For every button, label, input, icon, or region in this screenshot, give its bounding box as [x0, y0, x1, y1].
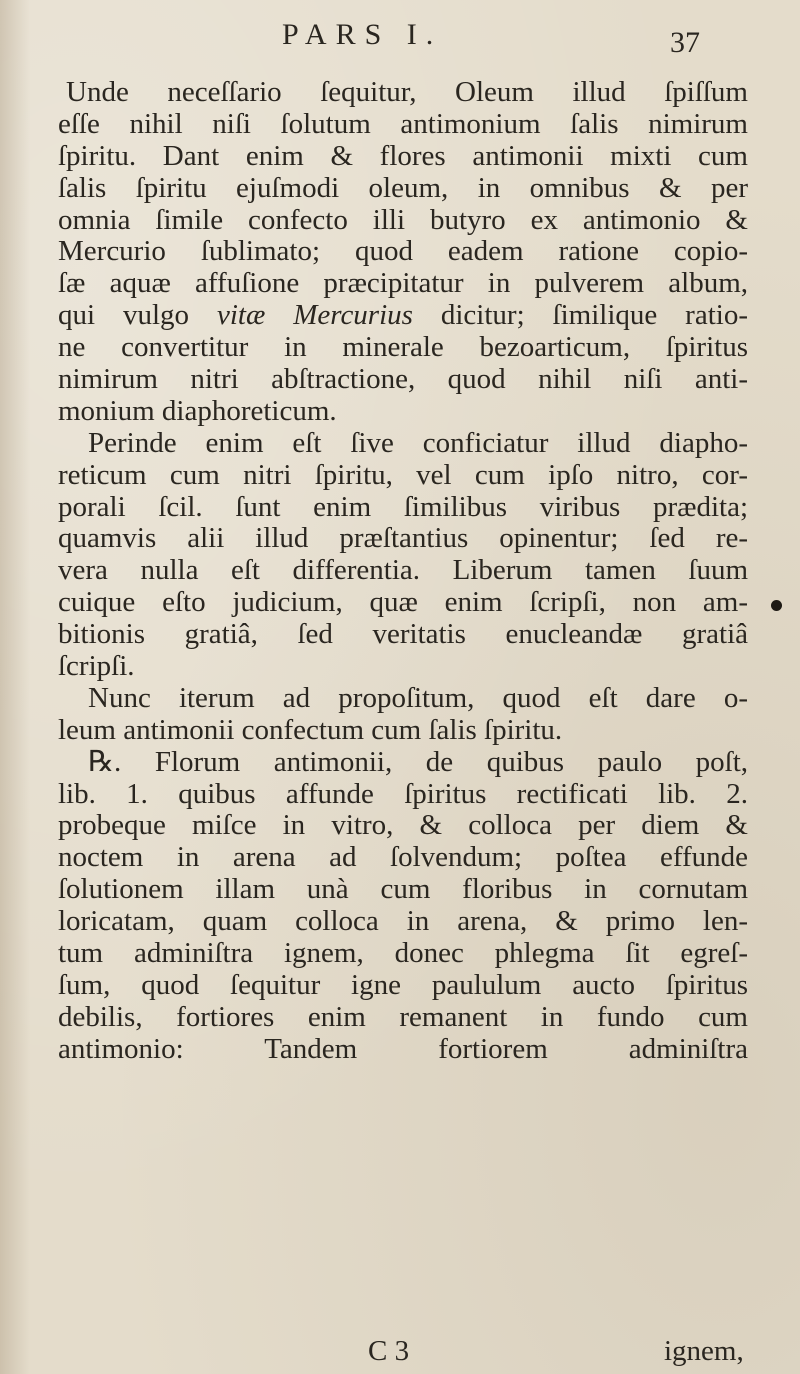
text-line: omnia ſimile confecto illi butyro ex antimonio &: [58, 203, 748, 236]
text-line: monium diaphoreticum.: [58, 394, 337, 427]
text-line: ſpiritu. Dant enim & flores antimonii mixti cum: [58, 139, 748, 172]
text-line: reticum cum nitri ſpiritu, vel cum ipſo nitro, cor-: [58, 458, 748, 491]
text-line: lib. 1. quibus affunde ſpiritus rectificati lib. 2.: [58, 777, 748, 810]
text-line: bitionis gratiâ, ſed veritatis enucleandæ gratiâ: [58, 618, 748, 651]
signature-mark: C 3: [368, 1335, 410, 1367]
text-line: cuique eſto judicium, quæ enim ſcripſi, non am-: [58, 586, 748, 619]
body-text: [58, 77, 748, 1066]
text-line: leum antimonii confectum cum ſalis ſpiritu.: [58, 713, 563, 746]
text-run: dicitur; ſimilique ratio-: [412, 299, 748, 332]
text-line: vera nulla eſt differentia. Liberum tamen ſuum: [58, 554, 748, 587]
text-line: probeque miſce in vitro, & colloca per diem &: [58, 809, 748, 842]
text-line: noctem in arena ad ſolvendum; poſtea effunde: [58, 841, 748, 874]
text-line: ſalis ſpiritu ejuſmodi oleum, in omnibus & per: [58, 171, 748, 204]
catchword: ignem,: [664, 1335, 744, 1367]
running-head-title: PARS I.: [282, 18, 443, 51]
text-line: porali ſcil. ſunt enim ſimilibus viribus prædita;: [58, 490, 748, 523]
page-number: 37: [670, 26, 700, 59]
recipe-start-line: ℞. Florum antimonii, de quibus paulo poſt,: [88, 745, 748, 778]
text-run: qui vulgo: [58, 299, 217, 332]
text-line: loricatam, quam colloca in arena, & primo len-: [58, 905, 748, 938]
page-footer: [0, 1335, 800, 1371]
margin-ink-dot: [771, 600, 782, 611]
text-line: ſæ aquæ affuſione præcipitatur in pulverem album,: [58, 267, 748, 300]
text-line: antimonio: Tandem fortiorem adminiſtra: [58, 1032, 748, 1065]
text-line: Unde neceſſario ſequitur, Oleum illud ſpiſſum: [66, 76, 748, 108]
text-line: ſum, quod ſequitur igne paululum aucto ſpiritus: [58, 968, 748, 1001]
paragraph-start-line: Perinde enim eſt ſive conficiatur illud diapho-: [88, 426, 748, 459]
page-gutter-shadow: [0, 0, 30, 1374]
text-line-with-italic: [58, 300, 748, 332]
text-line: nimirum nitri abſtractione, quod nihil niſi anti-: [58, 363, 748, 396]
text-line: ſcripſi.: [58, 650, 135, 683]
text-line: debilis, fortiores enim remanent in fundo cum: [58, 1000, 748, 1033]
italic-phrase: vitæ Mercurius: [216, 299, 413, 332]
running-head: [0, 18, 800, 68]
text-line: Mercurio ſublimato; quod eadem ratione copio-: [58, 235, 748, 268]
text-line: ſolutionem illam unà cum floribus in cornutam: [58, 873, 748, 906]
text-line: quamvis alii illud præſtantius opinentur; ſed re-: [58, 522, 748, 555]
text-line: eſſe nihil niſi ſolutum antimonium ſalis nimirum: [58, 107, 748, 140]
text-line: ne convertitur in minerale bezoarticum, ſpiritus: [58, 331, 748, 364]
text-line: tum adminiſtra ignem, donec phlegma ſit egreſ-: [58, 937, 748, 970]
paragraph-start-line: Nunc iterum ad propoſitum, quod eſt dare o-: [88, 681, 748, 714]
